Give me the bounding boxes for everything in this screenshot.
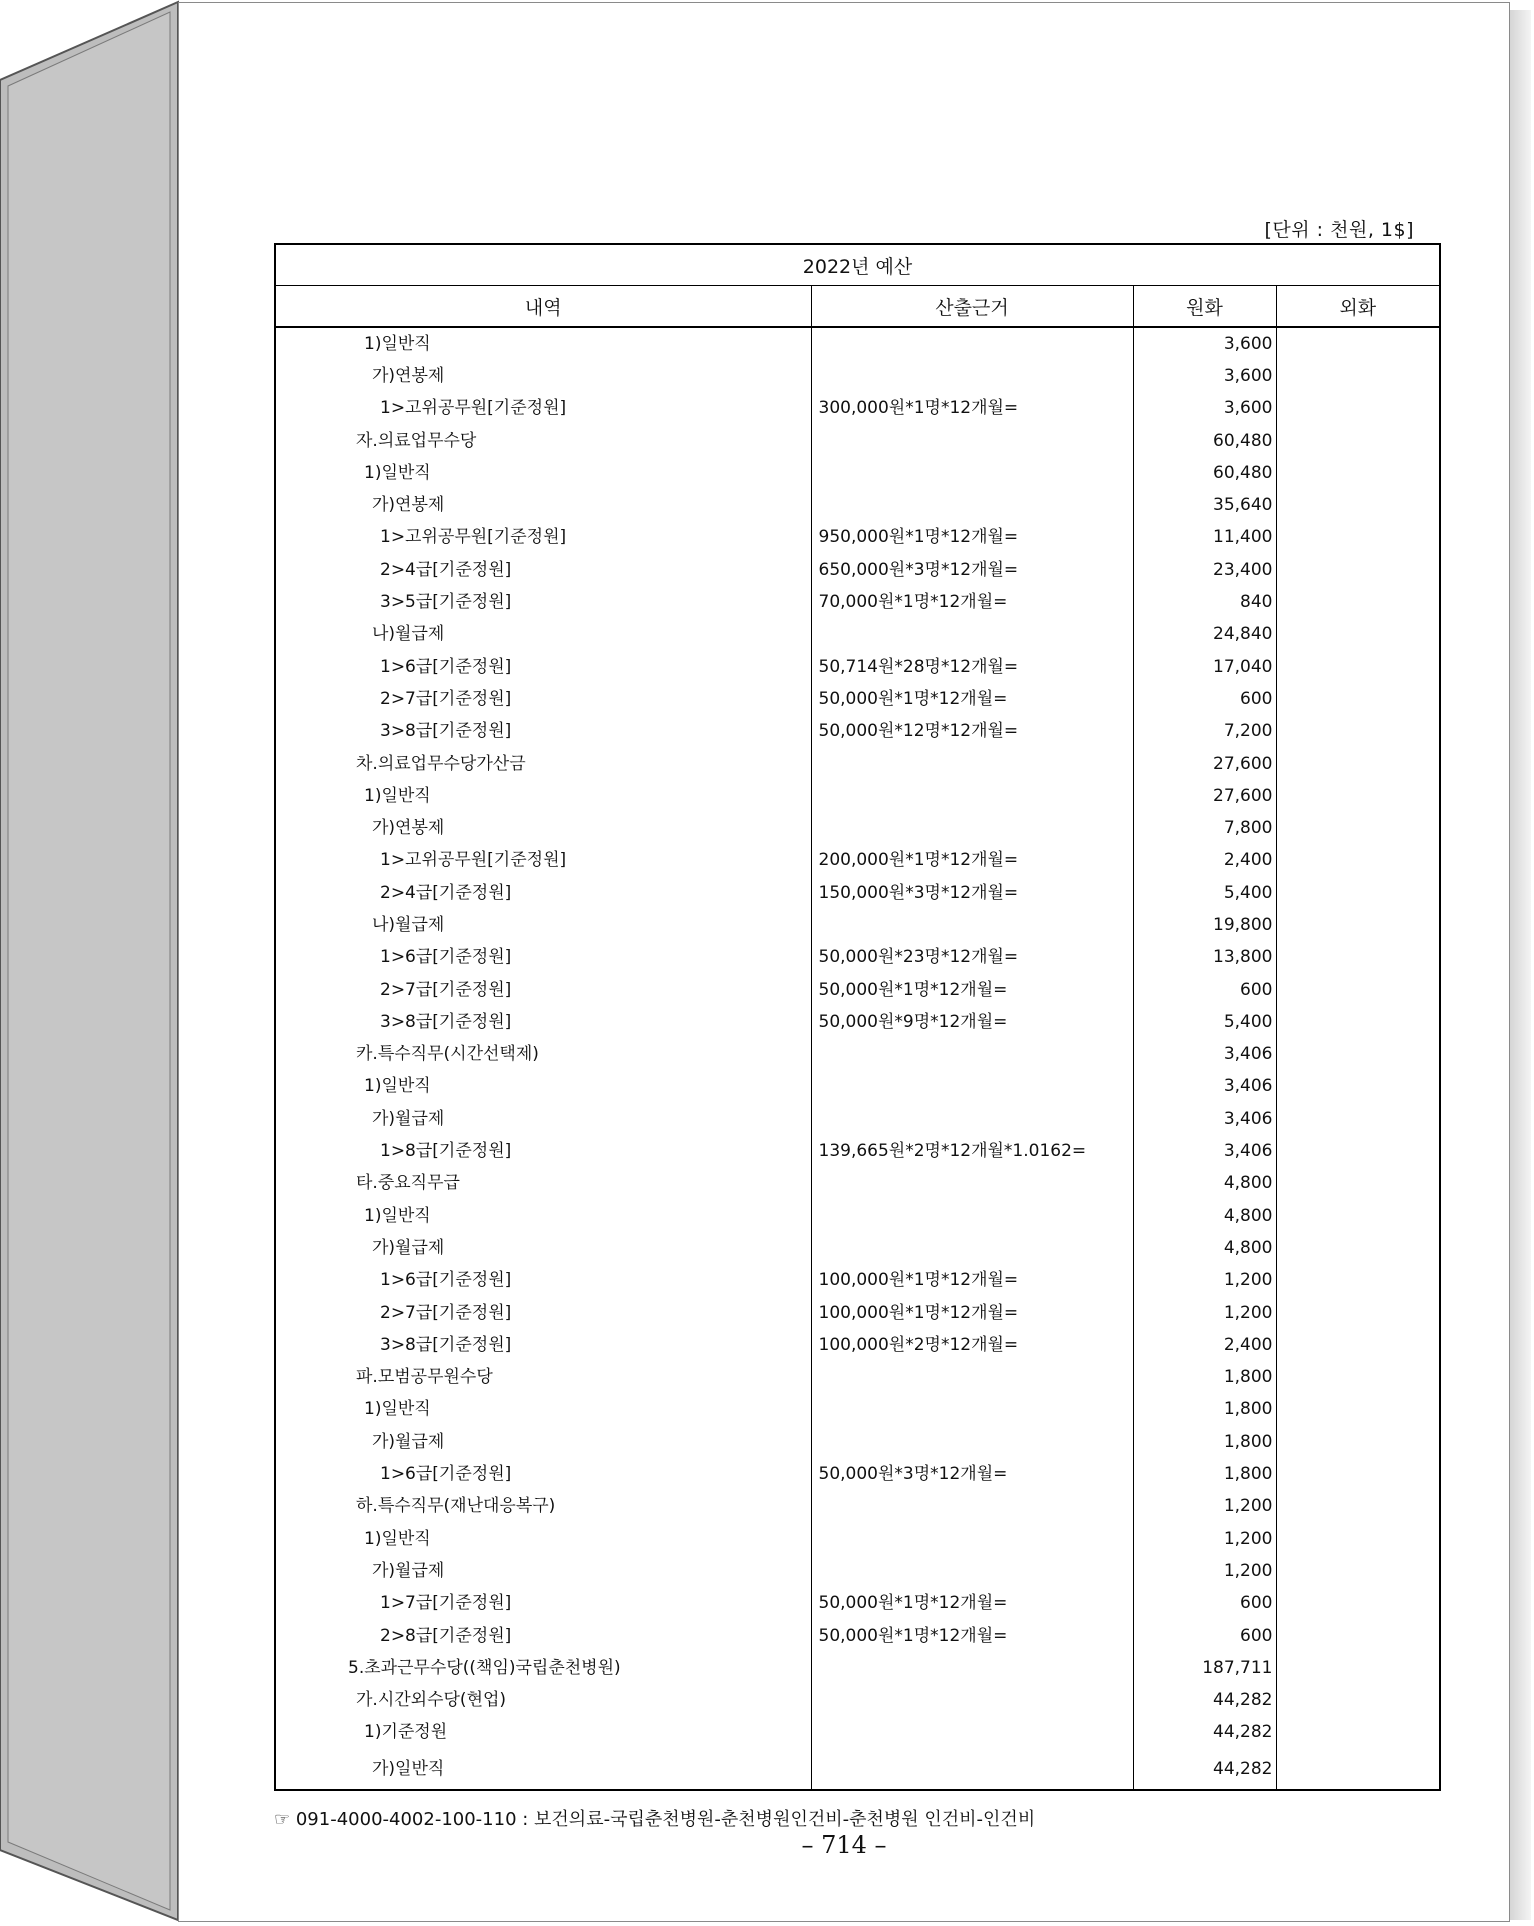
table-row	[275, 457, 1440, 489]
row-foreign-amount	[1276, 1039, 1440, 1071]
row-basis: 50,714원*28명*12개월=	[811, 651, 1133, 683]
row-won-amount: 60,480	[1133, 457, 1276, 489]
row-basis	[811, 812, 1133, 844]
row-description: 나)월급제	[275, 909, 811, 941]
table-row	[275, 812, 1440, 844]
row-foreign-amount	[1276, 748, 1440, 780]
row-won-amount: 44,282	[1133, 1684, 1276, 1716]
row-description: 3>8급[기준정원]	[275, 716, 811, 748]
row-description: 1>고위공무원[기준정원]	[275, 845, 811, 877]
row-description: 3>8급[기준정원]	[275, 1329, 811, 1361]
row-basis	[811, 1491, 1133, 1523]
row-foreign-amount	[1276, 1232, 1440, 1264]
table-row	[275, 425, 1440, 457]
row-basis	[811, 1103, 1133, 1135]
row-foreign-amount	[1276, 1588, 1440, 1620]
binder-spine-graphic	[0, 0, 180, 1926]
row-foreign-amount	[1276, 1684, 1440, 1716]
row-basis: 50,000원*3명*12개월=	[811, 1458, 1133, 1490]
row-foreign-amount	[1276, 1555, 1440, 1587]
table-row	[275, 327, 1440, 360]
row-description: 2>4급[기준정원]	[275, 554, 811, 586]
row-description: 5.초과근무수당((책임)국립춘천병원)	[275, 1652, 811, 1684]
row-foreign-amount	[1276, 586, 1440, 618]
table-row	[275, 1135, 1440, 1167]
table-row	[275, 522, 1440, 554]
row-description: 1>고위공무원[기준정원]	[275, 522, 811, 554]
row-won-amount: 7,800	[1133, 812, 1276, 844]
table-row	[275, 393, 1440, 425]
row-won-amount: 3,600	[1133, 360, 1276, 392]
row-description: 1)일반직	[275, 1071, 811, 1103]
row-description: 1)일반직	[275, 327, 811, 360]
row-basis	[811, 425, 1133, 457]
table-body	[275, 327, 1440, 1790]
row-basis: 50,000원*1명*12개월=	[811, 1588, 1133, 1620]
table-row	[275, 1297, 1440, 1329]
table-row	[275, 716, 1440, 748]
row-won-amount: 1,200	[1133, 1555, 1276, 1587]
table-row	[275, 683, 1440, 715]
row-won-amount: 840	[1133, 586, 1276, 618]
row-won-amount: 2,400	[1133, 845, 1276, 877]
table-row	[275, 1394, 1440, 1426]
table-row	[275, 1426, 1440, 1458]
budget-table	[274, 243, 1441, 1791]
row-foreign-amount	[1276, 942, 1440, 974]
row-basis: 50,000원*1명*12개월=	[811, 974, 1133, 1006]
row-foreign-amount	[1276, 1329, 1440, 1361]
row-basis	[811, 1684, 1133, 1716]
row-description: 3>8급[기준정원]	[275, 1006, 811, 1038]
row-foreign-amount	[1276, 554, 1440, 586]
row-basis	[811, 1071, 1133, 1103]
row-foreign-amount	[1276, 1006, 1440, 1038]
row-foreign-amount	[1276, 393, 1440, 425]
row-won-amount: 23,400	[1133, 554, 1276, 586]
table-row	[275, 651, 1440, 683]
table-row	[275, 1039, 1440, 1071]
row-won-amount: 3,600	[1133, 393, 1276, 425]
row-foreign-amount	[1276, 974, 1440, 1006]
row-won-amount: 3,406	[1133, 1103, 1276, 1135]
row-won-amount: 1,800	[1133, 1362, 1276, 1394]
row-foreign-amount	[1276, 619, 1440, 651]
table-row	[275, 586, 1440, 618]
row-description: 가)연봉제	[275, 360, 811, 392]
row-basis	[811, 780, 1133, 812]
row-foreign-amount	[1276, 1362, 1440, 1394]
row-won-amount: 4,800	[1133, 1232, 1276, 1264]
row-description: 1>8급[기준정원]	[275, 1135, 811, 1167]
column-header-won: 원화	[1133, 286, 1276, 328]
page-number: – 714 –	[801, 1831, 887, 1859]
table-row	[275, 1458, 1440, 1490]
row-foreign-amount	[1276, 1491, 1440, 1523]
row-won-amount: 1,800	[1133, 1426, 1276, 1458]
row-foreign-amount	[1276, 1297, 1440, 1329]
table-row	[275, 1329, 1440, 1361]
row-basis	[811, 1168, 1133, 1200]
row-foreign-amount	[1276, 1749, 1440, 1790]
row-basis: 950,000원*1명*12개월=	[811, 522, 1133, 554]
row-won-amount: 13,800	[1133, 942, 1276, 974]
table-row	[275, 877, 1440, 909]
row-basis: 50,000원*23명*12개월=	[811, 942, 1133, 974]
table-row	[275, 1362, 1440, 1394]
row-basis	[811, 1232, 1133, 1264]
row-description: 1>고위공무원[기준정원]	[275, 393, 811, 425]
row-description: 가.시간외수당(현업)	[275, 1684, 811, 1716]
row-basis	[811, 619, 1133, 651]
row-foreign-amount	[1276, 683, 1440, 715]
row-foreign-amount	[1276, 877, 1440, 909]
row-won-amount: 60,480	[1133, 425, 1276, 457]
row-description: 1)일반직	[275, 1200, 811, 1232]
row-won-amount: 24,840	[1133, 619, 1276, 651]
row-won-amount: 3,406	[1133, 1039, 1276, 1071]
row-won-amount: 600	[1133, 1620, 1276, 1652]
row-description: 카.특수직무(시간선택제)	[275, 1039, 811, 1071]
row-description: 1>6급[기준정원]	[275, 942, 811, 974]
row-won-amount: 187,711	[1133, 1652, 1276, 1684]
table-row	[275, 845, 1440, 877]
row-foreign-amount	[1276, 1426, 1440, 1458]
row-description: 가)연봉제	[275, 812, 811, 844]
row-description: 나)월급제	[275, 619, 811, 651]
row-description: 가)월급제	[275, 1555, 811, 1587]
row-basis: 650,000원*3명*12개월=	[811, 554, 1133, 586]
row-basis: 200,000원*1명*12개월=	[811, 845, 1133, 877]
row-basis	[811, 489, 1133, 521]
row-description: 1)일반직	[275, 780, 811, 812]
table-row	[275, 1006, 1440, 1038]
row-foreign-amount	[1276, 1620, 1440, 1652]
row-foreign-amount	[1276, 522, 1440, 554]
row-description: 2>7급[기준정원]	[275, 974, 811, 1006]
table-row	[275, 1071, 1440, 1103]
row-description: 타.중요직무급	[275, 1168, 811, 1200]
table-row	[275, 780, 1440, 812]
row-basis: 70,000원*1명*12개월=	[811, 586, 1133, 618]
row-description: 가)월급제	[275, 1426, 811, 1458]
table-row	[275, 1717, 1440, 1749]
row-foreign-amount	[1276, 1200, 1440, 1232]
row-description: 2>7급[기준정원]	[275, 683, 811, 715]
row-foreign-amount	[1276, 327, 1440, 360]
table-row	[275, 1620, 1440, 1652]
row-foreign-amount	[1276, 457, 1440, 489]
row-won-amount: 1,800	[1133, 1458, 1276, 1490]
row-basis	[811, 1394, 1133, 1426]
row-won-amount: 600	[1133, 974, 1276, 1006]
table-row	[275, 1168, 1440, 1200]
row-foreign-amount	[1276, 1458, 1440, 1490]
row-foreign-amount	[1276, 1071, 1440, 1103]
table-row	[275, 1200, 1440, 1232]
row-basis: 100,000원*2명*12개월=	[811, 1329, 1133, 1361]
row-foreign-amount	[1276, 360, 1440, 392]
row-basis	[811, 1555, 1133, 1587]
table-row	[275, 360, 1440, 392]
row-basis	[811, 1039, 1133, 1071]
table-row	[275, 554, 1440, 586]
row-basis	[811, 327, 1133, 360]
row-won-amount: 3,406	[1133, 1135, 1276, 1167]
table-row	[275, 1652, 1440, 1684]
table-row	[275, 1749, 1440, 1790]
row-basis: 100,000원*1명*12개월=	[811, 1265, 1133, 1297]
row-basis: 300,000원*1명*12개월=	[811, 393, 1133, 425]
row-foreign-amount	[1276, 1265, 1440, 1297]
footnote: ☞ 091-4000-4002-100-110 : 보건의료-국립춘천병원-춘천병원인건비-춘천병원 인건비-인건비	[274, 1809, 1036, 1830]
row-basis	[811, 1749, 1133, 1790]
row-description: 자.의료업무수당	[275, 425, 811, 457]
unit-label: [단위 : 천원, 1$]	[1264, 219, 1414, 241]
table-row	[275, 1523, 1440, 1555]
row-won-amount: 44,282	[1133, 1717, 1276, 1749]
column-header-basis: 산출근거	[811, 286, 1133, 328]
row-foreign-amount	[1276, 780, 1440, 812]
row-won-amount: 2,400	[1133, 1329, 1276, 1361]
row-description: 가)일반직	[275, 1749, 811, 1790]
row-description: 2>7급[기준정원]	[275, 1297, 811, 1329]
row-won-amount: 44,282	[1133, 1749, 1276, 1790]
row-foreign-amount	[1276, 909, 1440, 941]
row-won-amount: 5,400	[1133, 877, 1276, 909]
row-description: 가)연봉제	[275, 489, 811, 521]
row-won-amount: 1,200	[1133, 1265, 1276, 1297]
row-foreign-amount	[1276, 1523, 1440, 1555]
table-row	[275, 909, 1440, 941]
row-basis: 50,000원*1명*12개월=	[811, 1620, 1133, 1652]
row-basis	[811, 1717, 1133, 1749]
row-description: 1>6급[기준정원]	[275, 1458, 811, 1490]
row-won-amount: 27,600	[1133, 748, 1276, 780]
row-foreign-amount	[1276, 1135, 1440, 1167]
row-won-amount: 1,200	[1133, 1523, 1276, 1555]
row-won-amount: 1,200	[1133, 1297, 1276, 1329]
table-row	[275, 1103, 1440, 1135]
row-foreign-amount	[1276, 812, 1440, 844]
table-row	[275, 748, 1440, 780]
row-won-amount: 1,800	[1133, 1394, 1276, 1426]
row-description: 1>6급[기준정원]	[275, 1265, 811, 1297]
row-won-amount: 600	[1133, 683, 1276, 715]
row-basis	[811, 457, 1133, 489]
row-won-amount: 1,200	[1133, 1491, 1276, 1523]
row-won-amount: 17,040	[1133, 651, 1276, 683]
column-header-foreign: 외화	[1276, 286, 1440, 328]
table-row	[275, 1588, 1440, 1620]
row-description: 하.특수직무(재난대응복구)	[275, 1491, 811, 1523]
document-page	[178, 2, 1510, 1922]
row-won-amount: 3,600	[1133, 327, 1276, 360]
row-basis: 50,000원*1명*12개월=	[811, 683, 1133, 715]
table-row	[275, 489, 1440, 521]
row-foreign-amount	[1276, 845, 1440, 877]
row-foreign-amount	[1276, 1394, 1440, 1426]
row-won-amount: 7,200	[1133, 716, 1276, 748]
row-won-amount: 19,800	[1133, 909, 1276, 941]
row-description: 1)일반직	[275, 1523, 811, 1555]
row-basis	[811, 1523, 1133, 1555]
row-won-amount: 3,406	[1133, 1071, 1276, 1103]
row-description: 2>4급[기준정원]	[275, 877, 811, 909]
table-row	[275, 1265, 1440, 1297]
row-won-amount: 35,640	[1133, 489, 1276, 521]
row-basis	[811, 909, 1133, 941]
row-won-amount: 4,800	[1133, 1200, 1276, 1232]
row-basis: 50,000원*9명*12개월=	[811, 1006, 1133, 1038]
row-basis	[811, 1200, 1133, 1232]
page-shadow	[1509, 10, 1531, 1920]
row-description: 1)일반직	[275, 457, 811, 489]
row-basis: 50,000원*12명*12개월=	[811, 716, 1133, 748]
column-header-description: 내역	[275, 286, 811, 328]
row-foreign-amount	[1276, 1103, 1440, 1135]
row-won-amount: 4,800	[1133, 1168, 1276, 1200]
table-row	[275, 1684, 1440, 1716]
row-basis: 100,000원*1명*12개월=	[811, 1297, 1133, 1329]
row-description: 2>8급[기준정원]	[275, 1620, 811, 1652]
row-foreign-amount	[1276, 1717, 1440, 1749]
table-row	[275, 1491, 1440, 1523]
row-foreign-amount	[1276, 716, 1440, 748]
table-title: 2022년 예산	[275, 244, 1440, 286]
table-row	[275, 942, 1440, 974]
row-won-amount: 11,400	[1133, 522, 1276, 554]
row-description: 1>7급[기준정원]	[275, 1588, 811, 1620]
row-basis	[811, 360, 1133, 392]
row-basis	[811, 1426, 1133, 1458]
row-foreign-amount	[1276, 651, 1440, 683]
table-row	[275, 1555, 1440, 1587]
row-description: 차.의료업무수당가산금	[275, 748, 811, 780]
row-description: 1)기준정원	[275, 1717, 811, 1749]
row-foreign-amount	[1276, 489, 1440, 521]
row-basis: 139,665원*2명*12개월*1.0162=	[811, 1135, 1133, 1167]
row-basis	[811, 748, 1133, 780]
row-description: 1>6급[기준정원]	[275, 651, 811, 683]
row-description: 1)일반직	[275, 1394, 811, 1426]
row-description: 가)월급제	[275, 1232, 811, 1264]
table-row	[275, 1232, 1440, 1264]
row-description: 가)월급제	[275, 1103, 811, 1135]
table-row	[275, 974, 1440, 1006]
row-won-amount: 27,600	[1133, 780, 1276, 812]
row-foreign-amount	[1276, 425, 1440, 457]
table-row	[275, 619, 1440, 651]
row-description: 3>5급[기준정원]	[275, 586, 811, 618]
row-foreign-amount	[1276, 1652, 1440, 1684]
row-won-amount: 5,400	[1133, 1006, 1276, 1038]
row-foreign-amount	[1276, 1168, 1440, 1200]
row-basis	[811, 1652, 1133, 1684]
row-basis: 150,000원*3명*12개월=	[811, 877, 1133, 909]
row-description: 파.모범공무원수당	[275, 1362, 811, 1394]
row-basis	[811, 1362, 1133, 1394]
row-won-amount: 600	[1133, 1588, 1276, 1620]
